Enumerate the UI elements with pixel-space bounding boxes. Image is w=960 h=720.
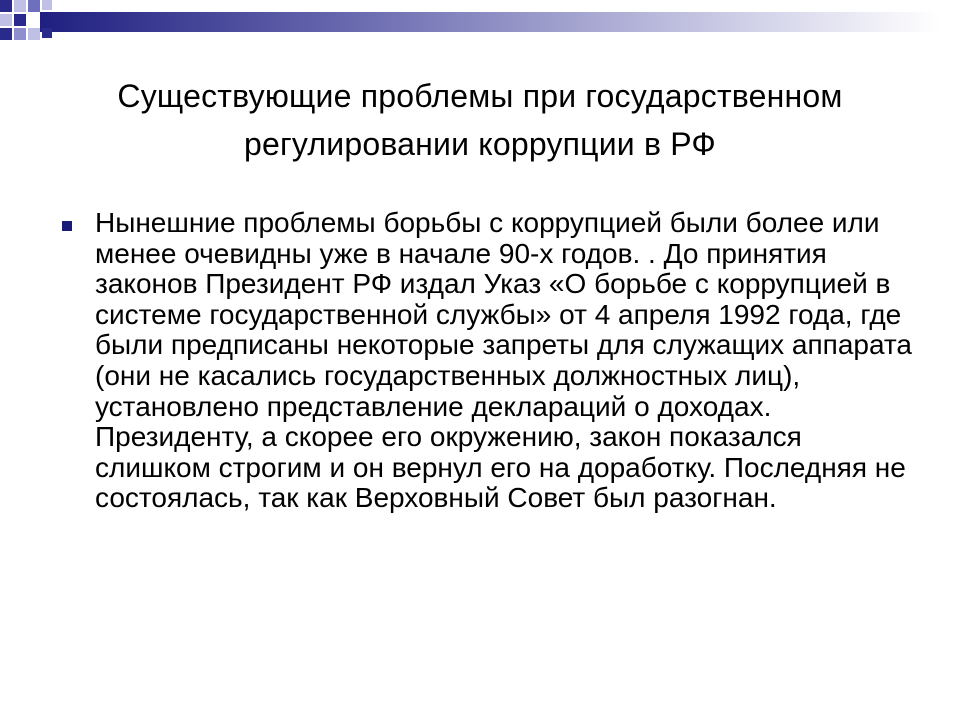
deco-square: [0, 28, 12, 40]
deco-square: [14, 0, 26, 12]
deco-square: [0, 14, 12, 26]
deco-square: [14, 28, 26, 40]
square-bullet-icon: [62, 221, 72, 231]
deco-square: [14, 14, 26, 26]
deco-square: [42, 28, 52, 38]
deco-square: [42, 0, 52, 10]
bullet-text: Нынешние проблемы борьбы с коррупцией были более или менее очевидны уже в начале 90-х годов. . До принятия законов Президент РФ издал Указ «О борьбе с коррупцией в системе государственной службы» от 4 апреля 1992 года, где были предписаны некоторые запреты для служащих аппарата (они не касались государственных должностных лиц), установлено представление деклараций о доходах. Президенту, а скорее его окружению, закон показался слишком строгим и он вернул его на доработку. Последняя не состоялась, так как Верховный Совет был разогнан.: [95, 207, 913, 514]
slide-title: Существующие проблемы при государственном регулировании коррупции в РФ: [117, 78, 843, 162]
deco-square: [28, 0, 40, 12]
corner-decoration: [0, 0, 960, 60]
deco-square: [28, 28, 40, 40]
bullet-item: [62, 208, 912, 514]
deco-square: [0, 0, 12, 12]
deco-square: [28, 14, 40, 26]
bullet-list: [62, 208, 912, 514]
header-gradient-band: [40, 12, 940, 32]
